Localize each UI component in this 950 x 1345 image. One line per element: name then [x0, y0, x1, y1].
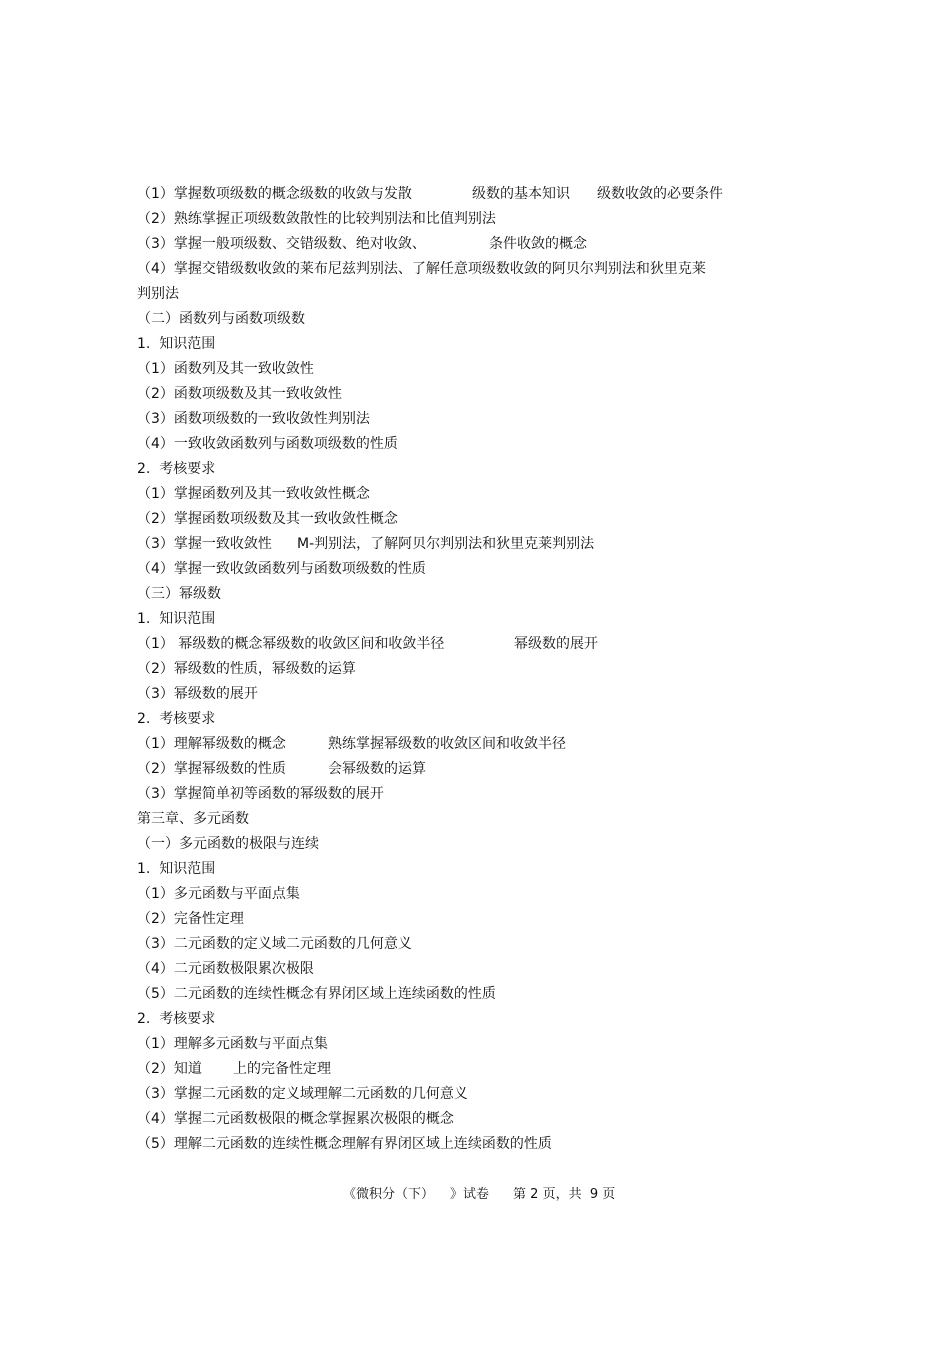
line-segment: 判别法 — [137, 286, 179, 302]
line-segment: （3）掌握一致收敛性 — [137, 536, 272, 552]
line-segment: （1）多元函数与平面点集 — [137, 886, 300, 902]
line-segment: 2. 考核要求 — [137, 711, 216, 727]
line-segment: （1）掌握数项级数的概念级数的收敛与发散 — [137, 186, 412, 202]
line-segment: （2）掌握幂级数的性质 — [137, 761, 286, 777]
line-segment: 2. 考核要求 — [137, 1011, 216, 1027]
line-segment: （3）函数项级数的一致收敛性判别法 — [137, 411, 370, 427]
footer-title-end: 》试卷 — [450, 1187, 490, 1202]
line-segment: （二）函数列与函数项级数 — [137, 311, 305, 327]
line-segment: （3）掌握二元函数的定义域理解二元函数的几何意义 — [137, 1086, 468, 1102]
line-segment: （2）函数项级数及其一致收敛性 — [137, 386, 342, 402]
line-segment: 1. 知识范围 — [137, 861, 216, 877]
line-segment: 级数的基本知识 — [472, 186, 570, 202]
line-segment: （5）二元函数的连续性概念有界闭区域上连续函数的性质 — [137, 986, 496, 1002]
line-segment: （一）多元函数的极限与连续 — [137, 836, 319, 852]
line-segment: （2）掌握函数项级数及其一致收敛性概念 — [137, 511, 398, 527]
line-segment: M-判别法，了解阿贝尔判别法和狄里克莱判别法 — [297, 536, 595, 552]
line-segment: 条件收敛的概念 — [489, 236, 587, 252]
line-segment: （3）幂级数的展开 — [137, 686, 258, 702]
line-segment: 2. 考核要求 — [137, 461, 216, 477]
line-segment: （3）二元函数的定义域二元函数的几何意义 — [137, 936, 412, 952]
line-segment: （1）函数列及其一致收敛性 — [137, 361, 314, 377]
line-segment: （4）掌握二元函数极限的概念掌握累次极限的概念 — [137, 1111, 454, 1127]
line-segment: （5）理解二元函数的连续性概念理解有界闭区域上连续函数的性质 — [137, 1136, 552, 1152]
line-segment: （4）二元函数极限累次极限 — [137, 961, 314, 977]
line-segment: 级数收敛的必要条件 — [597, 186, 723, 202]
line-segment: （4）掌握一致收敛函数列与函数项级数的性质 — [137, 561, 426, 577]
page-footer — [0, 1168, 950, 1204]
line-segment: （4）一致收敛函数列与函数项级数的性质 — [137, 436, 398, 452]
line-segment: （3）掌握简单初等函数的幂级数的展开 — [137, 786, 384, 802]
line-segment: 1. 知识范围 — [137, 611, 216, 627]
line-segment: 熟练掌握幂级数的收敛区间和收敛半径 — [328, 736, 566, 752]
text-line — [137, 1135, 552, 1171]
line-segment: （1）理解多元函数与平面点集 — [137, 1036, 328, 1052]
line-segment: （2）幂级数的性质，幂级数的运算 — [137, 661, 356, 677]
line-segment: （2）完备性定理 — [137, 911, 244, 927]
line-segment: 第三章、多元函数 — [137, 811, 249, 827]
line-segment: 幂级数的展开 — [514, 636, 598, 652]
line-segment: 上的完备性定理 — [233, 1061, 331, 1077]
footer-page-number: 第 2 页，共 9 页 — [513, 1187, 616, 1202]
line-segment: （3）掌握一般项级数、交错级数、绝对收敛、 — [137, 236, 426, 252]
line-segment: （2）熟练掌握正项级数敛散性的比较判别法和比值判别法 — [137, 211, 496, 227]
line-segment: （1）掌握函数列及其一致收敛性概念 — [137, 486, 370, 502]
line-segment: （1） 幂级数的概念幂级数的收敛区间和收敛半径 — [137, 636, 445, 652]
line-segment: 1. 知识范围 — [137, 336, 216, 352]
line-segment: （三）幂级数 — [137, 586, 221, 602]
line-segment: （2）知道 — [137, 1061, 202, 1077]
line-segment: （4）掌握交错级数收敛的莱布尼兹判别法、了解任意项级数收敛的阿贝尔判别法和狄里克莱 — [137, 261, 706, 277]
footer-title: 《微积分（下） — [343, 1187, 435, 1202]
line-segment: （1）理解幂级数的概念 — [137, 736, 286, 752]
line-segment: 会幂级数的运算 — [328, 761, 426, 777]
